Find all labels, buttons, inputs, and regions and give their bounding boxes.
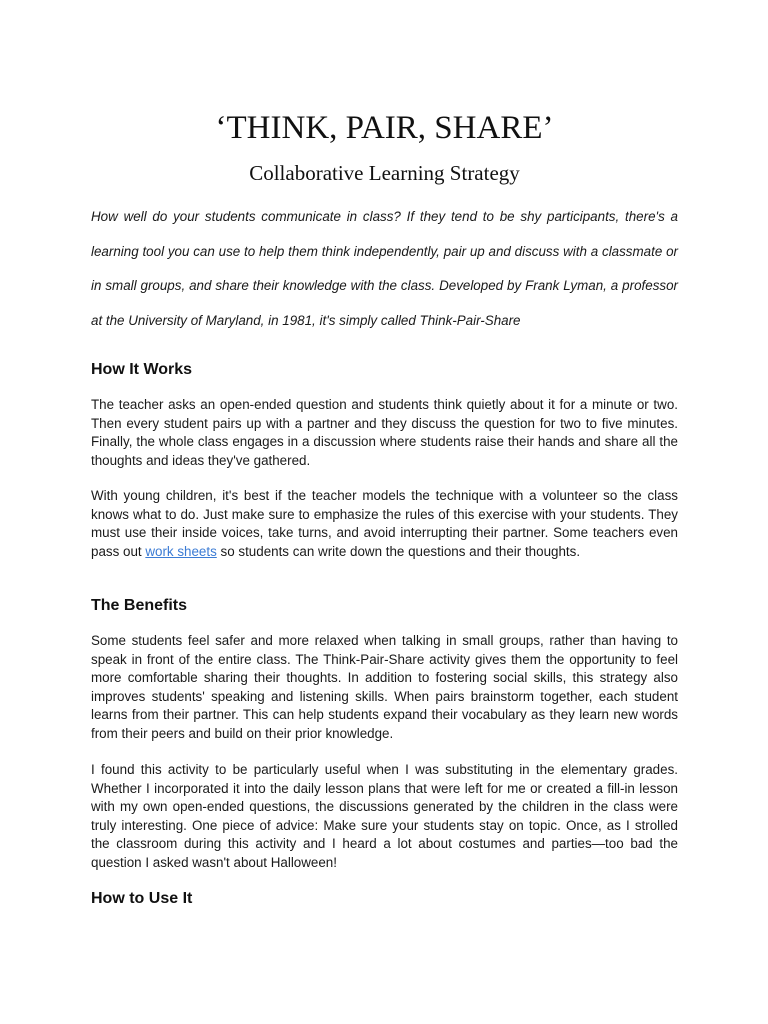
how-it-works-paragraph-1: The teacher asks an open-ended question and students think quietly about it for a minute or two. Then every student pairs up with a partner and they discuss the question for two to five minutes. Finally, the whole class engages in a discussion where students raise their hands and share all the thoughts and ideas they've gathered. [91,397,678,468]
section-heading-how-it-works: How It Works [91,361,193,378]
intro-paragraph: How well do your students communicate in class? If they tend to be shy participants, there's a learning tool you can use to help them think independently, pair up and discuss with a classmate or in small groups, and share their knowledge with the class. Developed by Frank Lyman, a professor at the University of Maryland, in 1981, it's simply called Think-Pair-Share [91,209,678,328]
how-it-works-paragraph-2-text-a: With young children, it's best if the teacher models the technique with a volunteer so the class knows what to do. Just make sure to emphasize the rules of this exercise with your students. They must use their inside voices, take turns, and avoid interrupting their partner. Some teachers even pass out [91,488,678,559]
section-heading-benefits: The Benefits [91,597,188,614]
document-title: ‘THINK, PAIR, SHARE’ [215,110,554,146]
how-it-works-paragraph-2-text-b: so students can write down the questions and their thoughts. [216,543,581,559]
document-subtitle: Collaborative Learning Strategy [249,161,520,185]
benefits-paragraph-1: Some students feel safer and more relaxed when talking in small groups, rather than having to speak in front of the entire class. The Think-Pair-Share activity gives them the opportunity to feel more comfortable sharing their thoughts. In addition to fostering social skills, this strategy also improves students' speaking and listening skills. When pairs brainstorm together, each student learns from their partner. This can help students expand their vocabulary as they learn new words from their peers and build on their prior knowledge. [91,633,678,741]
work-sheets-link[interactable]: work sheets [145,543,217,559]
benefits-paragraph-2: I found this activity to be particularly useful when I was substituting in the elementary grades. Whether I incorporated it into the daily lesson plans that were left for me or created a fill-in lesson with my own open-ended questions, the discussions generated by the children in the class were truly interesting. One piece of advice: Make sure your students stay on topic. Once, as I strolled the classroom during this activity and I heard a lot about costumes and parties—too bad the question I asked wasn't about Halloween! [91,762,678,870]
how-it-works-paragraph-2 [91,487,678,561]
section-heading-how-to-use: How to Use It [91,890,193,907]
